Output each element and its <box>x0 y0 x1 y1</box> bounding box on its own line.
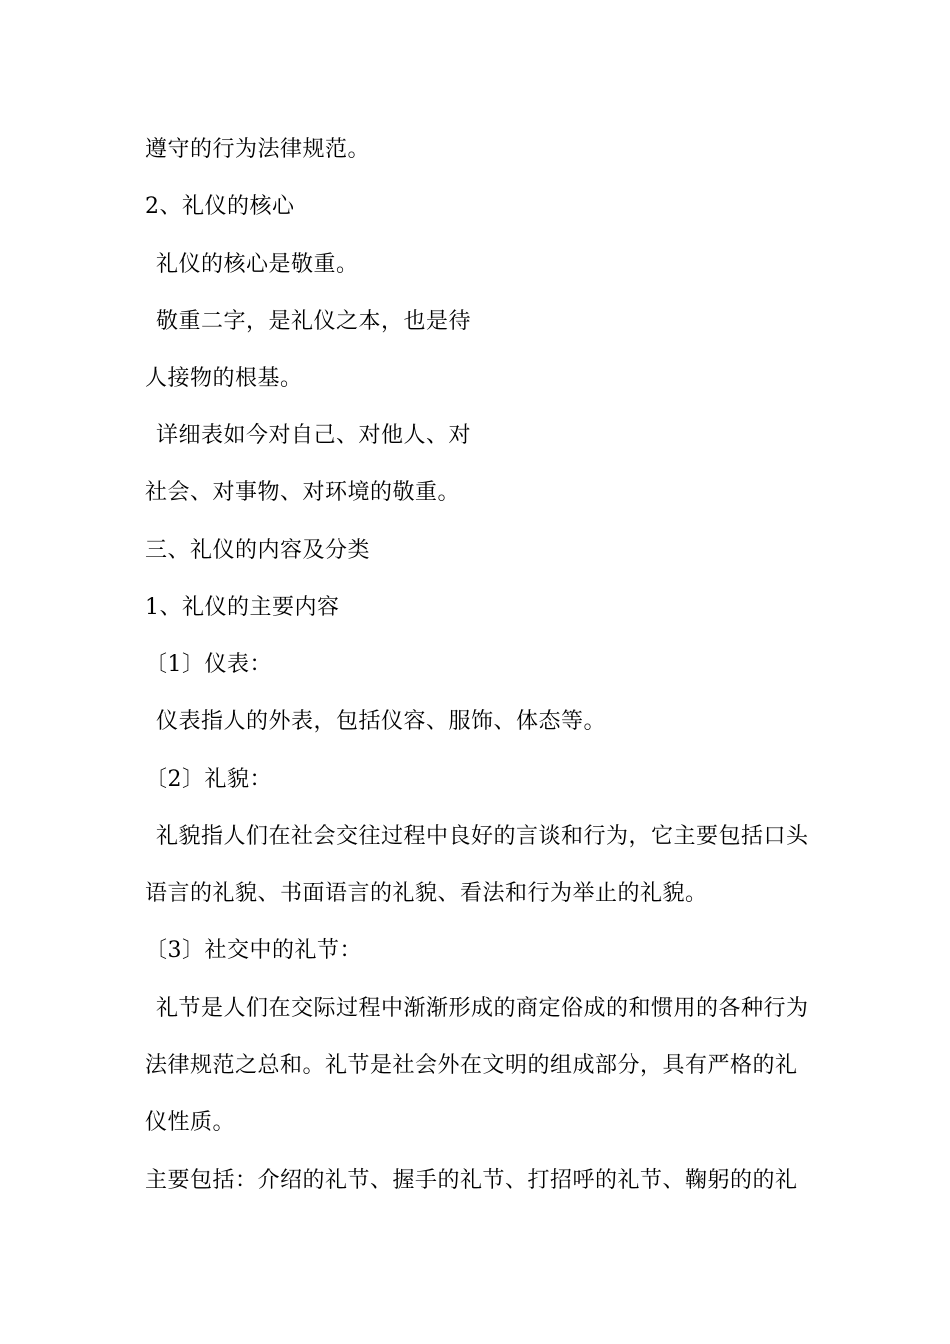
text-line: 遵守的行为法律规范。 <box>145 137 371 162</box>
text-line: 社会、对事物、对环境的敬重。 <box>145 480 461 505</box>
text-line: 仪性质。 <box>145 1110 236 1135</box>
text-line: 礼节是人们在交际过程中渐渐形成的商定俗成的和惯用的各种行为 <box>156 996 809 1021</box>
text-line: 主要包括：介绍的礼节、握手的礼节、打招呼的礼节、鞠躬的的礼 <box>145 1168 798 1193</box>
subsection-heading: 〔2〕礼貌： <box>145 767 272 792</box>
text-line: 语言的礼貌、书面语言的礼貌、看法和行为举止的礼貌。 <box>145 881 708 906</box>
text-line: 人接物的根基。 <box>145 366 303 391</box>
section-heading: 1、礼仪的主要内容 <box>145 595 340 620</box>
section-heading: 三、礼仪的内容及分类 <box>145 538 371 563</box>
section-heading: 2、礼仪的核心 <box>145 194 295 219</box>
text-line: 仪表指人的外表，包括仪容、服饰、体态等。 <box>156 709 607 734</box>
text-line: 敬重二字，是礼仪之本，也是待 <box>156 309 472 334</box>
text-line: 法律规范之总和。礼节是社会外在文明的组成部分，具有严格的礼 <box>145 1053 798 1078</box>
text-line: 礼仪的核心是敬重。 <box>156 252 359 277</box>
text-line: 详细表如今对自己、对他人、对 <box>156 423 472 448</box>
text-line: 礼貌指人们在社会交往过程中良好的言谈和行为，它主要包括口头 <box>156 824 809 849</box>
subsection-heading: 〔1〕仪表： <box>145 652 272 677</box>
subsection-heading: 〔3〕社交中的礼节： <box>145 938 362 963</box>
